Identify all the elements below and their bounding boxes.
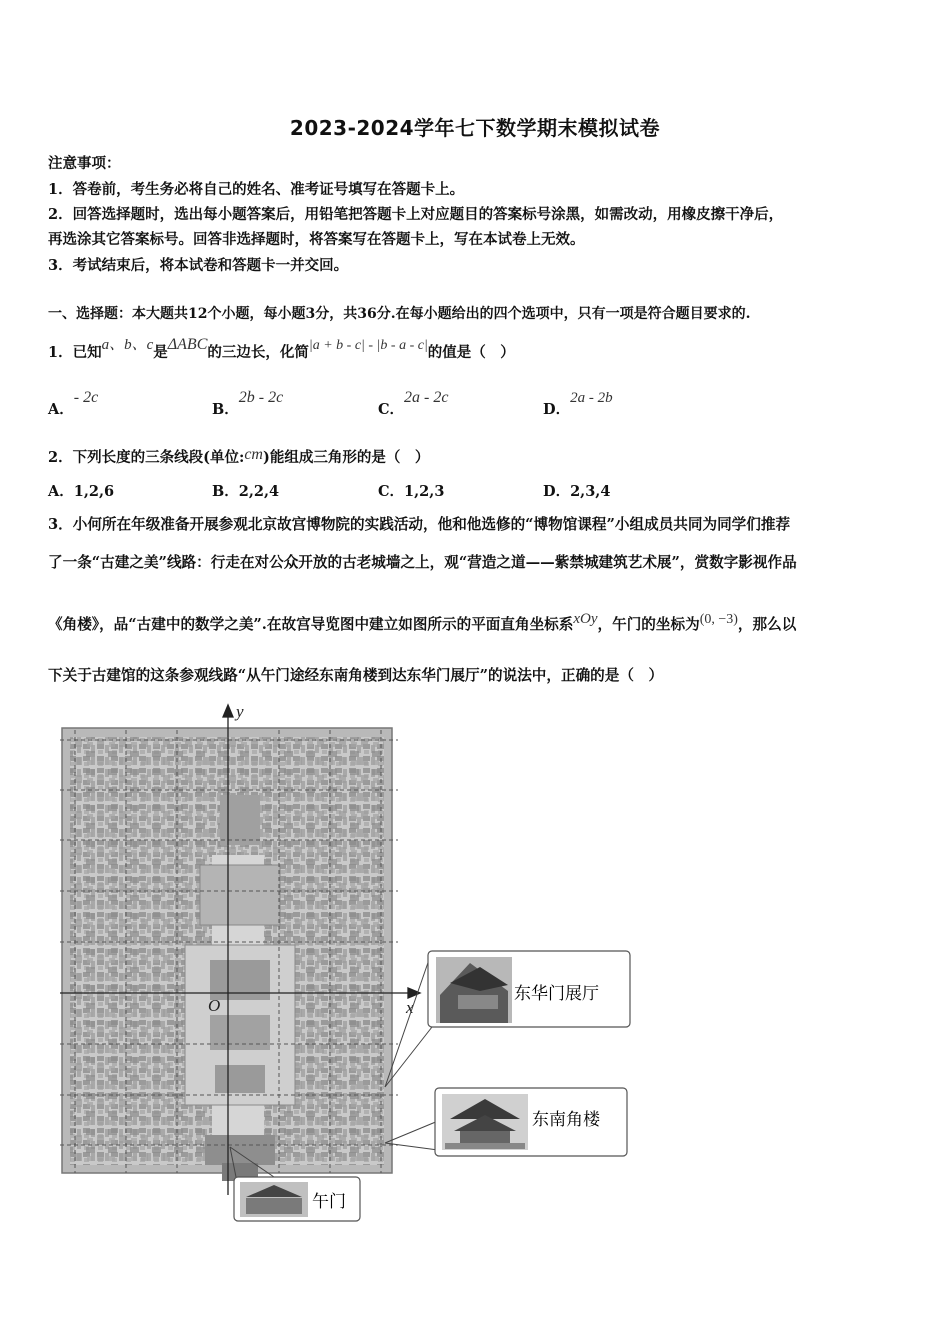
q1-option-a[interactable]: A．- 2c bbox=[48, 389, 99, 418]
origin-label: O bbox=[208, 996, 221, 1015]
note-1: 1．答卷前，考生务必将自己的姓名、准考证号填写在答题卡上。 bbox=[48, 181, 465, 198]
question-2: 2．下列长度的三条线段(单位:cm)能组成三角形的是（ ） bbox=[48, 446, 430, 466]
question-1: 1．已知a、b、c是ΔABC的三边长，化简|a + b - c| - |b - a - c|的值是（ ） bbox=[48, 336, 515, 361]
x-axis-label: x bbox=[406, 998, 414, 1017]
q2-option-d[interactable]: D．2,3,4 bbox=[543, 483, 611, 500]
notes-heading: 注意事项： bbox=[48, 155, 121, 172]
question-3-line-3: 《角楼》，品“古建中的数学之美”.在故宫导览图中建立如图所示的平面直角坐标系xOy，午门的坐标为(0, −3)，那么以 bbox=[48, 611, 797, 633]
question-3-line-2: 了一条“古建之美”线路：行走在对公众开放的古老城墙之上，观“营造之道——紫禁城建筑艺术展”，赏数字影视作品 bbox=[48, 554, 797, 571]
corner-tower-label: 东南角楼 bbox=[532, 1110, 600, 1130]
question-3-line-1: 3．小何所在年级准备开展参观北京故宫博物院的实践活动，他和他选修的“博物馆课程”小组成员共同为同学们推荐 bbox=[48, 516, 791, 533]
q1-option-b[interactable]: B．2b - 2c bbox=[212, 389, 284, 418]
q2-option-b[interactable]: B．2,2,4 bbox=[212, 483, 280, 500]
note-2a: 2．回答选择题时，选出每小题答案后，用铅笔把答题卡上对应题目的答案标号涂黑，如需改动，用橡皮擦干净后， bbox=[48, 206, 784, 223]
map-image bbox=[62, 728, 392, 1181]
y-axis-label: y bbox=[236, 702, 244, 721]
meridian-gate-label: 午门 bbox=[312, 1192, 346, 1212]
east-gate-label: 东华门展厅 bbox=[514, 984, 599, 1004]
callout-meridian-gate bbox=[234, 1177, 360, 1221]
q1-option-d[interactable]: D．2a - 2b bbox=[543, 390, 613, 418]
note-2b: 再选涂其它答案标号。回答非选择题时，将答案写在答题卡上，写在本试卷上无效。 bbox=[48, 231, 585, 248]
question-3-line-4: 下关于古建馆的这条参观线路“从午门途经东南角楼到达东华门展厅”的说法中，正确的是（ ） bbox=[48, 667, 664, 684]
callout-east-gate bbox=[428, 951, 630, 1027]
q2-option-a[interactable]: A．1,2,6 bbox=[48, 483, 115, 500]
q1-option-c[interactable]: C．2a - 2c bbox=[378, 389, 449, 418]
q2-option-c[interactable]: C．1,2,3 bbox=[378, 483, 445, 500]
section-heading: 一、选择题：本大题共12个小题，每小题3分，共36分.在每小题给出的四个选项中，只有一项是符合题目要求的. bbox=[48, 306, 751, 322]
forbidden-city-map-figure bbox=[40, 695, 640, 1235]
callout-corner-tower bbox=[435, 1088, 627, 1156]
note-3: 3．考试结束后，将本试卷和答题卡一并交回。 bbox=[48, 257, 349, 274]
page-title: 2023-2024学年七下数学期末模拟试卷 bbox=[289, 116, 661, 140]
